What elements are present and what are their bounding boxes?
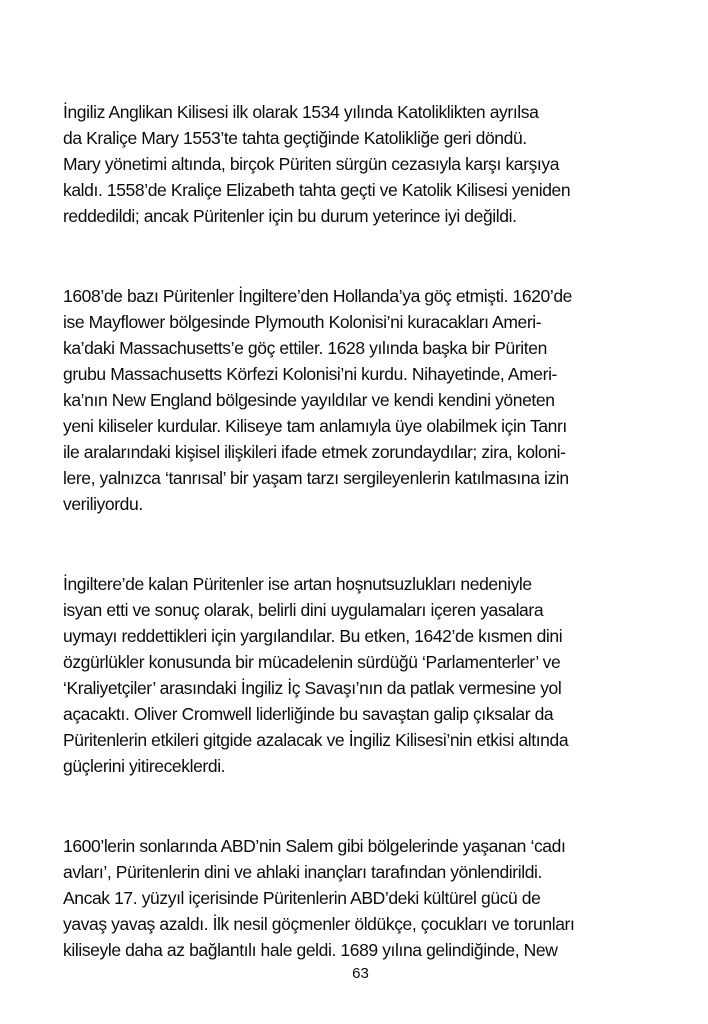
text-line: da Kraliçe Mary 1553’te tahta geçtiğinde Katolikliğe geri döndü. — [63, 128, 527, 148]
text-line: ka’nın New England bölgesinde yayıldılar ve kendi kendini yöneten — [63, 390, 555, 410]
text-line: ka’daki Massachusetts’e göç ettiler. 1628 yılında başka bir Püriten — [63, 338, 547, 358]
page-footer — [63, 964, 658, 984]
text-line: güçlerini yitireceklerdi. — [63, 756, 226, 776]
text-line: 1600’lerin sonlarında ABD’nin Salem gibi bölgelerinde yaşanan ‘cadı — [63, 836, 566, 856]
text-line: lere, yalnızca ‘tanrısal’ bir yaşam tarzı sergileyenlerin katılmasına izin — [63, 468, 569, 488]
text-line: yavaş yavaş azaldı. İlk nesil göçmenler öldükçe, çocukları ve torunları — [63, 914, 575, 934]
text-line: ile aralarındaki kişisel ilişkileri ifade etmek zorundaydılar; zira, koloni- — [63, 442, 566, 462]
text-line: grubu Massachusetts Körfezi Kolonisi’ni kurdu. Nihayetinde, Ameri- — [63, 364, 557, 384]
text-line: İngiltere’de kalan Püritenler ise artan hoşnutsuzlukları nedeniyle — [63, 574, 532, 594]
text-line: isyan etti ve sonuç olarak, belirli dini uygulamaları içeren yasalara — [63, 600, 544, 620]
text-line: 1608’de bazı Püritenler İngiltere’den Hollanda’ya göç etmişti. 1620’de — [63, 286, 573, 306]
page-body — [63, 99, 658, 963]
text-line: ise Mayflower bölgesinde Plymouth Kolonisi’ni kuracakları Ameri- — [63, 312, 542, 332]
text-line: uymayı reddettikleri için yargılandılar. Bu etken, 1642’de kısmen dini — [63, 626, 563, 646]
text-line: açacaktı. Oliver Cromwell liderliğinde bu savaştan galip çıksalar da — [63, 704, 554, 724]
paragraph-3 — [63, 571, 658, 779]
text-line: avları’, Püritenlerin dini ve ahlaki inançları tarafından yönlendirildi. — [63, 862, 542, 882]
paragraph-2 — [63, 283, 658, 517]
text-line: veriliyordu. — [63, 494, 143, 514]
text-line: yeni kiliseler kurdular. Kiliseye tam anlamıyla üye olabilmek için Tanrı — [63, 416, 567, 436]
text-line: kaldı. 1558’de Kraliçe Elizabeth tahta geçti ve Katolik Kilisesi yeniden — [63, 180, 571, 200]
text-line: kiliseyle daha az bağlantılı hale geldi. 1689 yılına gelindiğinde, New — [63, 940, 558, 960]
paragraph-1 — [63, 99, 658, 229]
text-line: Püritenlerin etkileri gitgide azalacak ve İngiliz Kilisesi’nin etkisi altında — [63, 730, 569, 750]
text-line: özgürlükler konusunda bir mücadelenin sürdüğü ‘Parlamenterler’ ve — [63, 652, 561, 672]
text-line: İngiliz Anglikan Kilisesi ilk olarak 1534 yılında Katoliklikten ayrılsa — [63, 102, 539, 122]
text-line: Mary yönetimi altında, birçok Püriten sürgün cezasıyla karşı karşıya — [63, 154, 560, 174]
text-line: reddedildi; ancak Püritenler için bu durum yeterince iyi değildi. — [63, 206, 517, 226]
page-number: 63 — [352, 965, 369, 982]
text-line: ‘Kraliyetçiler’ arasındaki İngiliz İç Savaşı’nın da patlak vermesine yol — [63, 678, 562, 698]
paragraph-4 — [63, 833, 658, 963]
text-line: Ancak 17. yüzyıl içerisinde Püritenlerin ABD’deki kültürel gücü de — [63, 888, 541, 908]
